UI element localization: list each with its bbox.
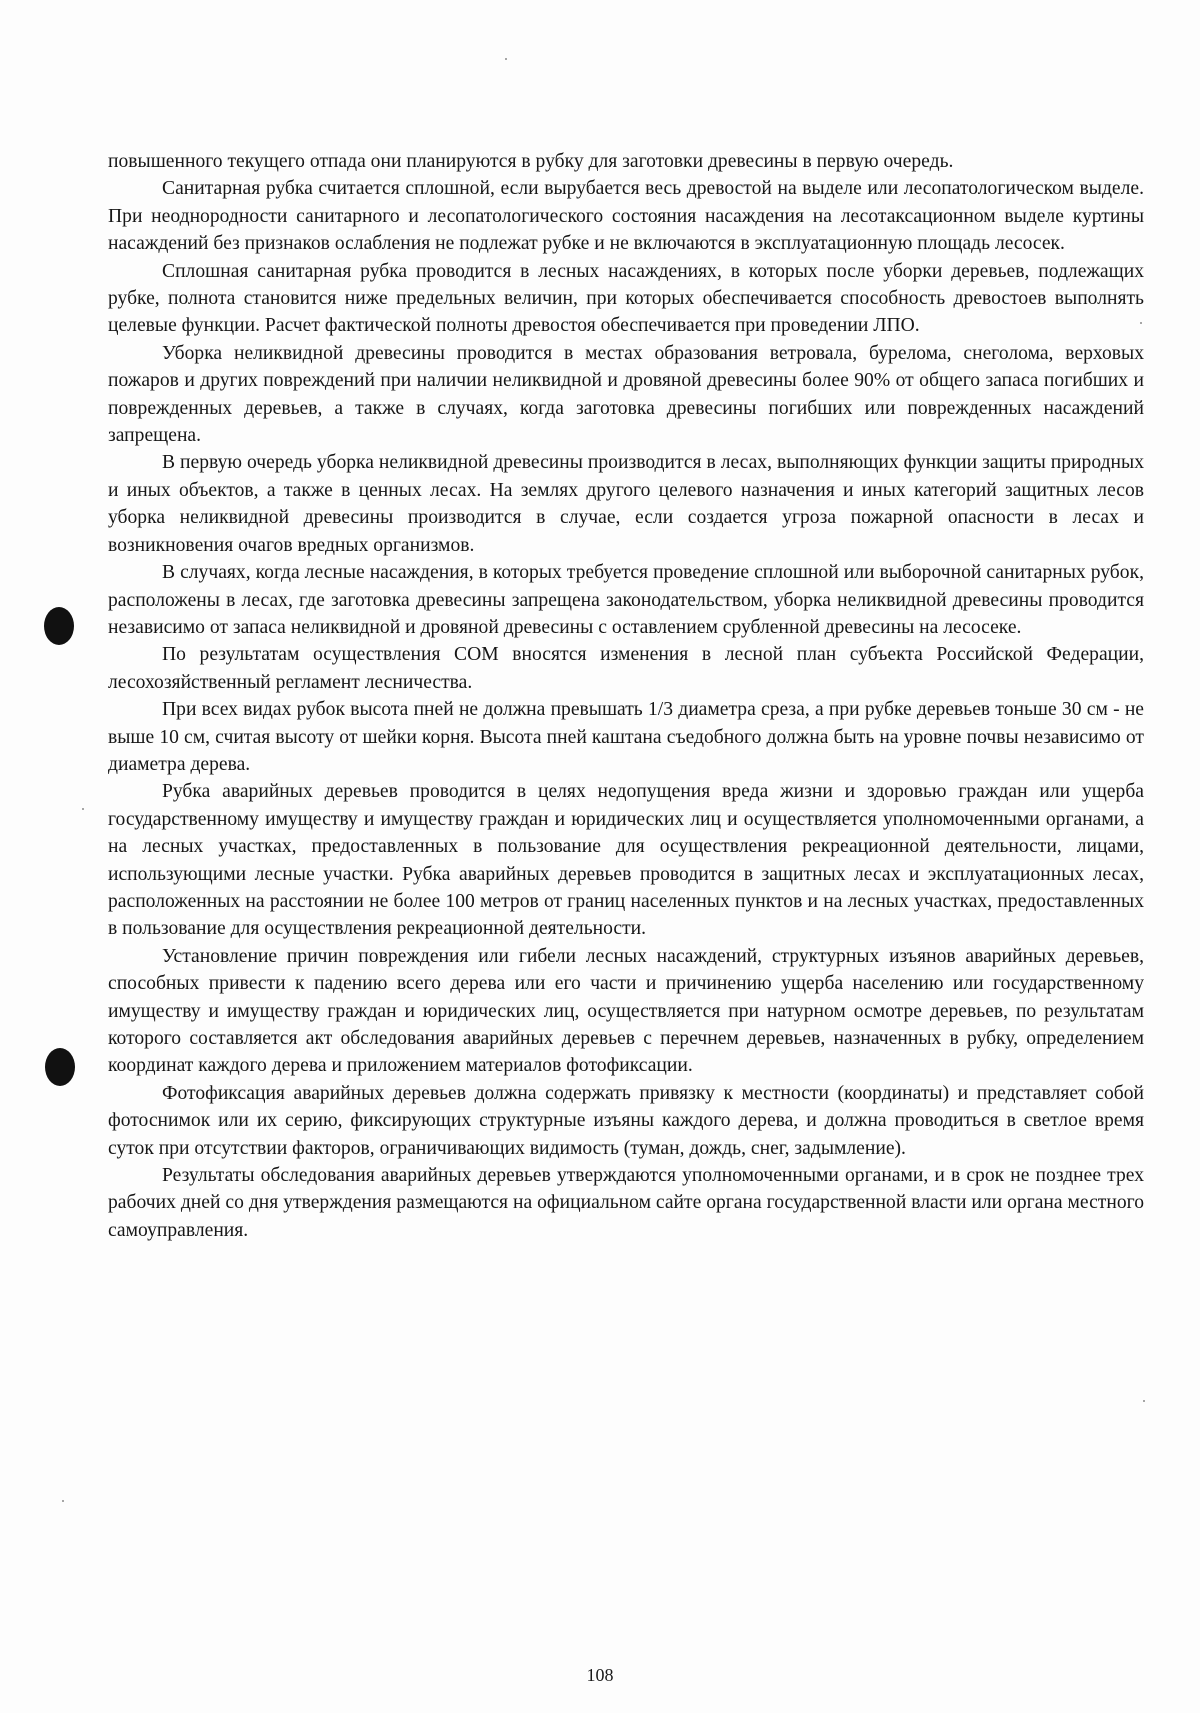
paragraph: Результаты обследования аварийных деревьев утверждаются уполномоченными органами, и в срок не позднее трех рабочих дней со дня утверждения размещаются на официальном сайте органа государственной власти или органа местного самоуправления. — [108, 1165, 1144, 1241]
paragraph: повышенного текущего отпада они планируются в рубку для заготовки древесины в первую очередь. — [108, 151, 954, 172]
scan-speck — [82, 808, 84, 810]
paragraph: Сплошная санитарная рубка проводится в лесных насаждениях, в которых после уборки деревьев, подлежащих рубке, полнота становится ниже предельных величин, при которых обеспечивается способность древостоев выполнять целевые функции. Расчет фактической полноты древостоя обеспечивается при проведении ЛПО. — [108, 260, 1144, 337]
paragraph: Рубка аварийных деревьев проводится в целях недопущения вреда жизни и здоровью граждан или ущерба государственному имуществу и имуществу граждан и юридических лиц и осуществляется уполномоченными органами, а на лесных участках, предоставленных в пользование для осуществления рекреационной деятельности, лицами, использующими лесные участки. Рубка аварийных деревьев проводится в защитных лесах и эксплуатационных лесах, расположенных на расстоянии не более 100 метров от границ населенных пунктов и на лесных участках, предоставленных в пользование для осуществления рекреационной деятельности. — [108, 781, 1144, 940]
scan-speck — [62, 1500, 64, 1502]
paragraph: При всех видах рубок высота пней не должна превышать 1/3 диаметра среза, а при рубке деревьев тоньше 30 см - не выше 10 см, считая высоту от шейки корня. Высота пней каштана съедобного должна быть на уровне почвы независимо от диаметра дерева. — [108, 699, 1144, 775]
page-number: 108 — [586, 1665, 614, 1685]
paragraph: Санитарная рубка считается сплошной, если вырубается весь древостой на выделе или лесопатологическом выделе. При неоднородности санитарного и лесопатологического состояния насаждения на лесотаксационном выделе куртины насаждений без признаков ослабления не подлежат рубке и не включаются в эксплуатационную площадь лесосек. — [108, 178, 1144, 255]
paragraph: В случаях, когда лесные насаждения, в которых требуется проведение сплошной или выборочной санитарных рубок, расположены в лесах, где заготовка древесины запрещена законодательством, уборка неликвидной древесины проводится независимо от запаса неликвидной и дровяной древесины с оставлением срубленной древесины на лесосеке. — [108, 562, 1144, 638]
paragraph: Уборка неликвидной древесины проводится в местах образования ветровала, бурелома, снеголома, верховых пожаров и других повреждений при наличии неликвидной и дровяной древесины более 90% от общего запаса погибших и поврежденных деревьев, а также в случаях, когда заготовка древесины погибших или поврежденных насаждений запрещена. — [108, 342, 1144, 447]
paragraph: По результатам осуществления СОМ вносятся изменения в лесной план субъекта Российской Федерации, лесохозяйственный регламент лесничества. — [108, 644, 1144, 693]
paragraph: Установление причин повреждения или гибели лесных насаждений, структурных изъянов аварийных деревьев, способных привести к падению всего дерева или его части и причинению ущерба населению или государственному имуществу и имуществу граждан и юридических лиц, осуществляется при натурном осмотре деревьев, по результатам которого составляется акт обследования аварийных деревьев с перечнем деревьев, назначенных в рубку, определением координат каждого дерева и приложением материалов фотофиксации. — [108, 945, 1144, 1077]
body-text — [108, 148, 1144, 1244]
paragraph: Фотофиксация аварийных деревьев должна содержать привязку к местности (координаты) и представляет собой фотоснимок или их серию, фиксирующих структурные изъяны каждого дерева, и должна проводиться в светлое время суток при отсутствии факторов, ограничивающих видимость (туман, дождь, снег, задымление). — [108, 1082, 1144, 1159]
punch-hole-mark — [45, 1048, 75, 1086]
scan-speck — [1143, 1400, 1145, 1402]
scan-speck — [505, 58, 507, 60]
paragraph: В первую очередь уборка неликвидной древесины производится в лесах, выполняющих функции защиты природных и иных объектов, а также в ценных лесах. На землях другого целевого назначения и иных категорий защитных лесов уборка неликвидной древесины производится в случае, если создается угроза пожарной опасности в лесах и возникновения очагов вредных организмов. — [108, 452, 1144, 556]
punch-hole-mark — [44, 607, 74, 645]
